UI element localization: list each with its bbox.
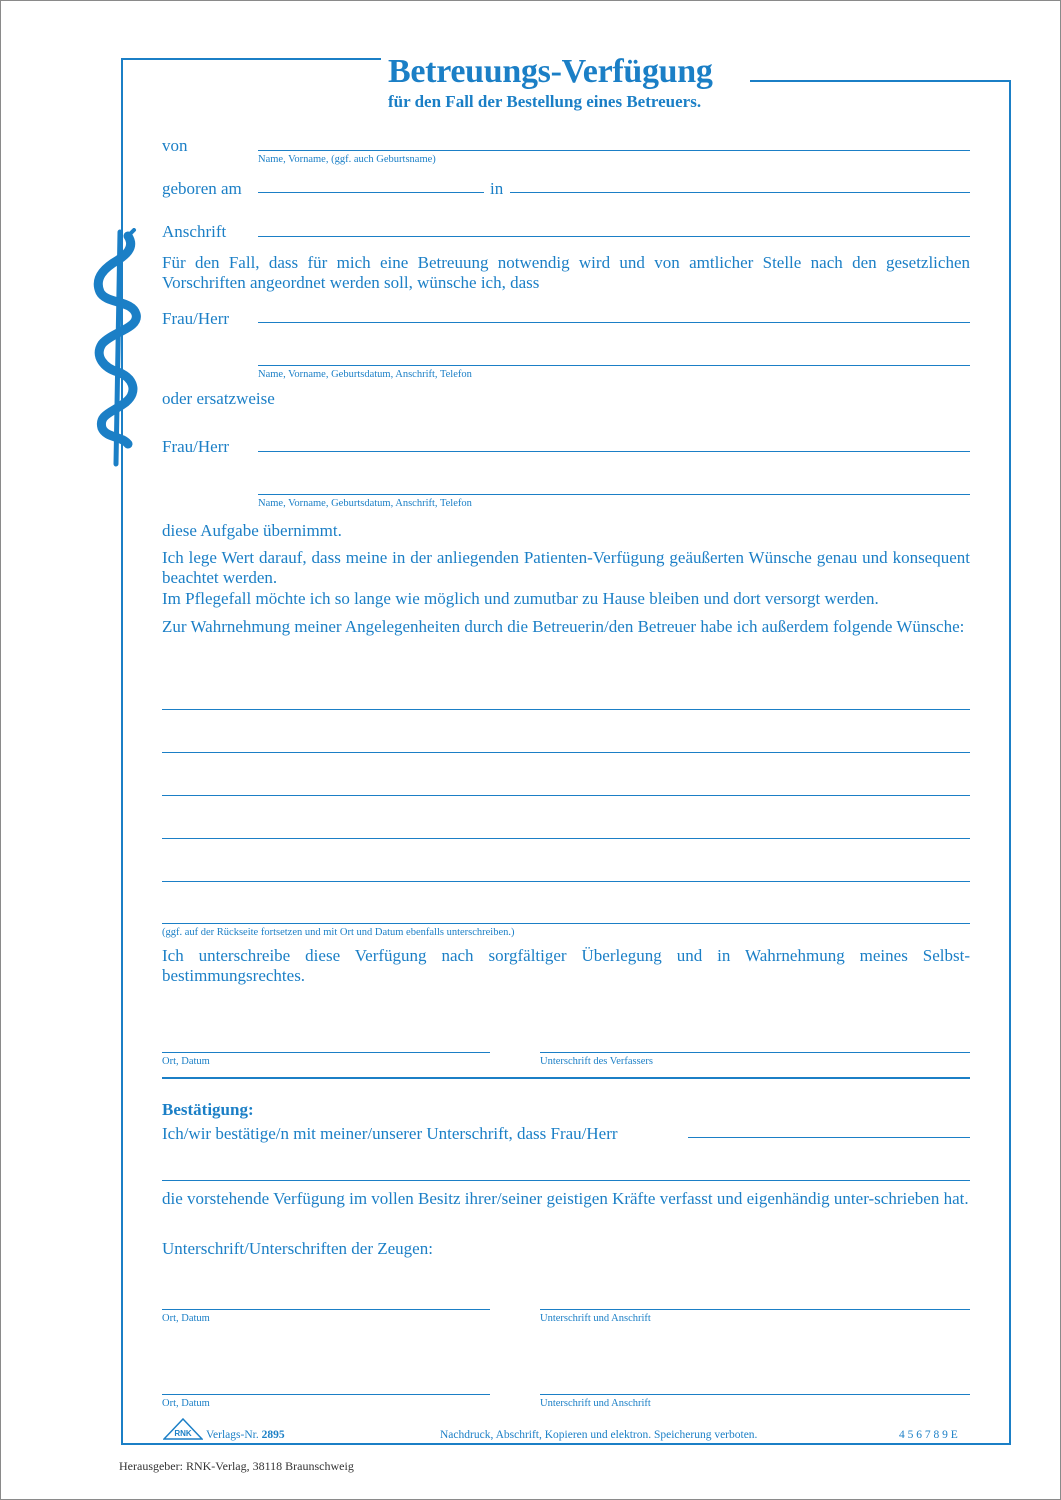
wish-line-1[interactable] [162, 709, 970, 710]
witness2-place-date-hint: Ort, Datum [162, 1398, 210, 1409]
caregiver1-line-1[interactable] [258, 322, 970, 323]
caregiver1-hint: Name, Vorname, Geburtsdatum, Anschrift, Telefon [258, 369, 472, 380]
copyright-note: Nachdruck, Abschrift, Kopieren und elektron. Speicherung verboten. [440, 1429, 758, 1441]
place-date-line[interactable] [162, 1052, 490, 1053]
form-code: 4 5 6 7 8 9 E [899, 1429, 958, 1441]
caregiver1-label: Frau/Herr [162, 309, 230, 328]
frame-top-right [750, 80, 1011, 82]
alternate-label: oder ersatzweise [162, 389, 275, 408]
verlag-number: 2895 [261, 1429, 285, 1441]
witness-heading: Unterschrift/Unterschriften der Zeugen: [162, 1239, 433, 1258]
document-subtitle: für den Fall der Bestellung eines Betreuers. [388, 92, 702, 111]
frame-top-left [121, 58, 381, 60]
wish-line-3[interactable] [162, 795, 970, 796]
witness1-signature-line[interactable] [540, 1309, 970, 1310]
document-title: Betreuungs-Verfügung [388, 53, 713, 90]
caregiver2-label: Frau/Herr [162, 437, 230, 456]
caregiver1-line-2[interactable] [258, 365, 970, 366]
witness2-signature-line[interactable] [540, 1394, 970, 1395]
frame-right [1009, 80, 1011, 1445]
anschrift-label: Anschrift [162, 222, 227, 241]
birthplace-line[interactable] [510, 192, 970, 193]
in-label: in [490, 179, 504, 198]
continue-hint: (ggf. auf der Rückseite fortsetzen und mit Ort und Datum ebenfalls unterschreiben.) [162, 927, 515, 938]
von-line[interactable] [258, 150, 970, 151]
witness1-place-date-hint: Ort, Datum [162, 1313, 210, 1324]
svg-text:RNK: RNK [174, 1429, 192, 1438]
wish-paragraph-1: Ich lege Wert darauf, dass meine in der anliegenden Patienten-Verfügung geäußerten Wünsche genau und konsequent beachtet werden. [162, 548, 970, 587]
witness2-place-date-line[interactable] [162, 1394, 490, 1395]
wish-line-5[interactable] [162, 881, 970, 882]
caregiver2-line-2[interactable] [258, 494, 970, 495]
witness2-signature-hint: Unterschrift und Anschrift [540, 1398, 651, 1409]
rnk-logo-icon [163, 1418, 203, 1440]
confirmation-heading: Bestätigung: [162, 1100, 254, 1119]
wish-line-4[interactable] [162, 838, 970, 839]
von-hint: Name, Vorname, (ggf. auch Geburtsname) [258, 154, 436, 165]
von-label: von [162, 136, 188, 155]
geboren-label: geboren am [162, 179, 242, 198]
caregiver2-hint: Name, Vorname, Geburtsdatum, Anschrift, Telefon [258, 498, 472, 509]
confirmation-paragraph: die vorstehende Verfügung im vollen Besitz ihrer/seiner geistigen Kräfte verfasst und eigenhändig unter-schrieben hat. [162, 1189, 969, 1208]
author-signature-line[interactable] [540, 1052, 970, 1053]
wish-line-6[interactable] [162, 923, 970, 924]
section-divider [162, 1077, 970, 1079]
frame-bottom [121, 1443, 1011, 1445]
witness1-signature-hint: Unterschrift und Anschrift [540, 1313, 651, 1324]
author-signature-hint: Unterschrift des Verfassers [540, 1056, 653, 1067]
place-date-hint: Ort, Datum [162, 1056, 210, 1067]
caregiver2-line-1[interactable] [258, 451, 970, 452]
confirmation-line-text: Ich/wir bestätige/n mit meiner/unserer Unterschrift, dass Frau/Herr [162, 1124, 618, 1143]
witness1-place-date-line[interactable] [162, 1309, 490, 1310]
task-text: diese Aufgabe übernimmt. [162, 521, 342, 540]
wish-line-2[interactable] [162, 752, 970, 753]
publisher-note: Herausgeber: RNK-Verlag, 38118 Braunschweig [119, 1459, 354, 1473]
confirmation-name-line-2[interactable] [162, 1180, 970, 1181]
verlag-label-text: Verlags-Nr. [206, 1429, 259, 1441]
confirmation-name-line-1[interactable] [688, 1137, 970, 1138]
verlag-label [206, 1428, 285, 1442]
wish-paragraph-3: Zur Wahrnehmung meiner Angelegenheiten durch die Betreuerin/den Betreuer habe ich außerdem folgende Wünsche: [162, 617, 965, 636]
wish-paragraph-2: Im Pflegefall möchte ich so lange wie möglich und zumutbar zu Hause bleiben und dort versorgt werden. [162, 589, 879, 608]
anschrift-line[interactable] [258, 236, 970, 237]
intro-paragraph: Für den Fall, dass für mich eine Betreuung notwendig wird und von amtlicher Stelle nach den gesetzlichen Vorschriften angeordnet werden soll, wünsche ich, dass [162, 253, 970, 292]
geboren-line[interactable] [258, 192, 484, 193]
sign-paragraph: Ich unterschreibe diese Verfügung nach sorgfältiger Überlegung und in Wahrnehmung meines Selbst-bestimmungsrechtes. [162, 946, 970, 985]
aesculapian-staff-icon [88, 228, 148, 468]
